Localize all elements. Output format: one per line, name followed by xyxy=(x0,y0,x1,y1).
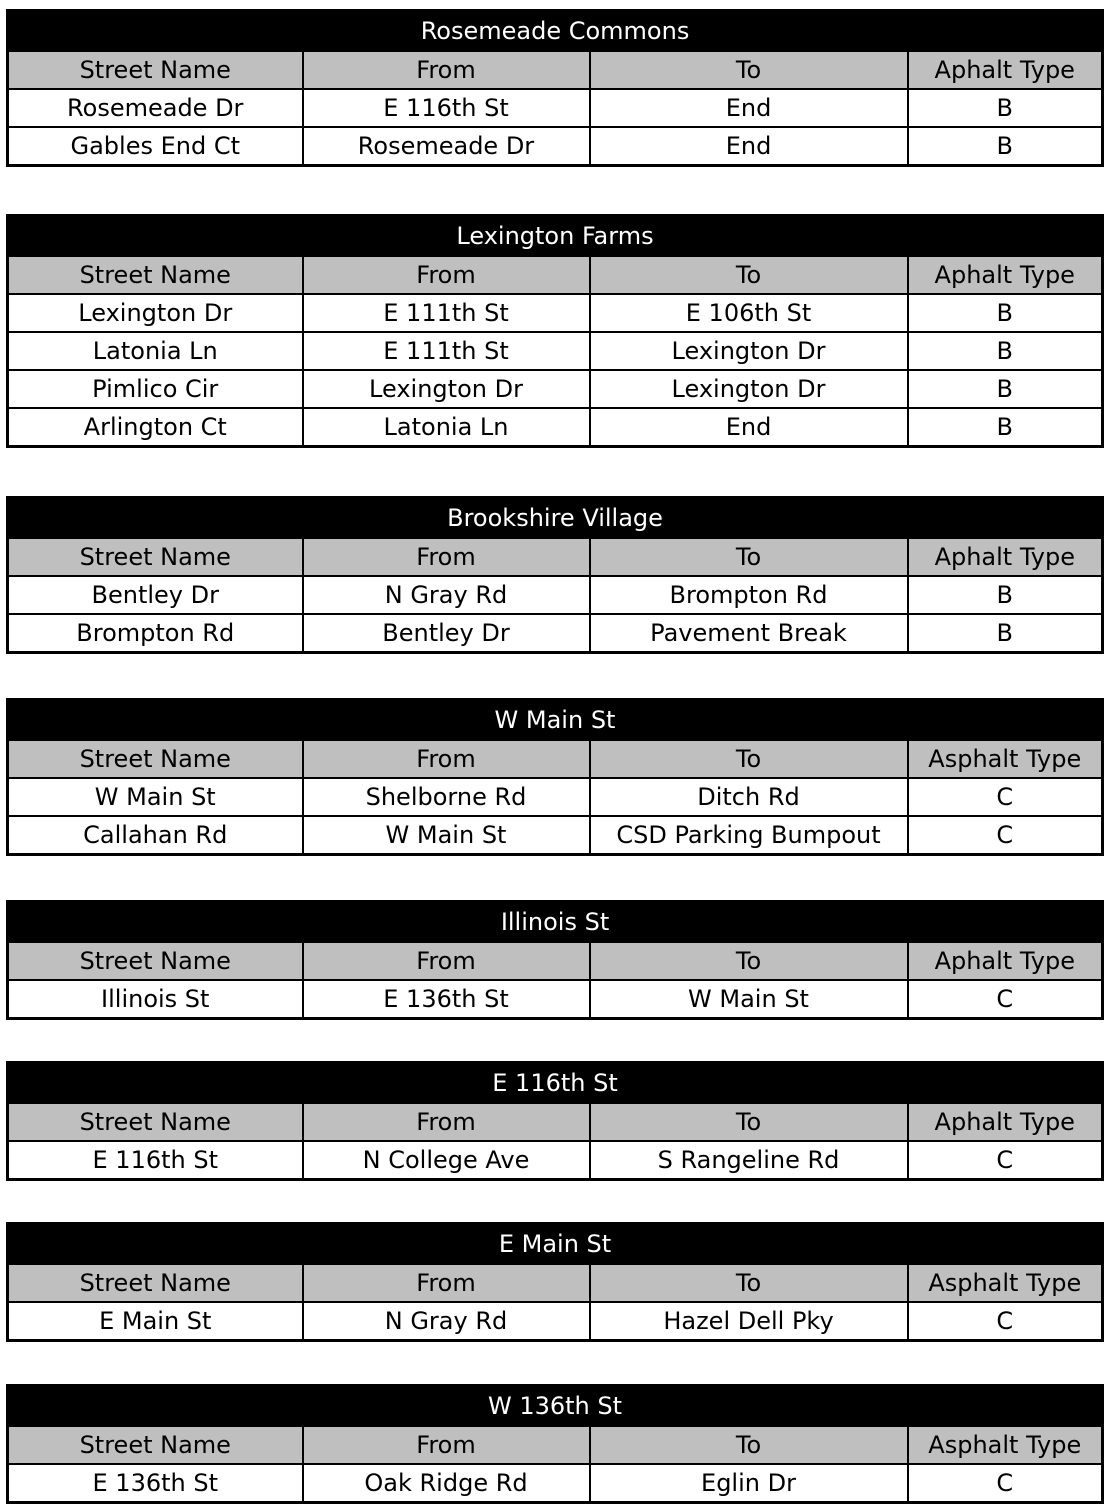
table-row xyxy=(8,614,1103,653)
street-table xyxy=(6,496,1104,654)
table-cell: End xyxy=(590,127,908,166)
table-cell: Brompton Rd xyxy=(590,576,908,614)
table-cell: Bentley Dr xyxy=(8,576,303,614)
column-header: Street Name xyxy=(8,740,303,778)
column-header: From xyxy=(303,256,590,294)
table-cell: Latonia Ln xyxy=(303,408,590,447)
column-header: To xyxy=(590,51,908,89)
column-header: To xyxy=(590,1103,908,1141)
table-cell: Illinois St xyxy=(8,980,303,1019)
column-header: From xyxy=(303,1103,590,1141)
table-cell: N College Ave xyxy=(303,1141,590,1180)
street-table xyxy=(6,1061,1104,1181)
table-cell: E Main St xyxy=(8,1302,303,1341)
column-header: From xyxy=(303,51,590,89)
table-cell: Shelborne Rd xyxy=(303,778,590,816)
table-cell: Rosemeade Dr xyxy=(8,89,303,127)
table-cell: B xyxy=(908,294,1103,332)
table-cell: C xyxy=(908,778,1103,816)
street-table xyxy=(6,214,1104,448)
table-cell: Ditch Rd xyxy=(590,778,908,816)
table-cell: End xyxy=(590,89,908,127)
table-cell: Lexington Dr xyxy=(590,370,908,408)
column-header: To xyxy=(590,942,908,980)
street-table xyxy=(6,900,1104,1020)
column-header: Street Name xyxy=(8,1264,303,1302)
table-row xyxy=(8,294,1103,332)
column-header: From xyxy=(303,538,590,576)
table-cell: Brompton Rd xyxy=(8,614,303,653)
table-cell: End xyxy=(590,408,908,447)
column-header: Asphalt Type xyxy=(908,1426,1103,1464)
table-row xyxy=(8,332,1103,370)
table-cell: B xyxy=(908,127,1103,166)
column-header: To xyxy=(590,1264,908,1302)
table-title: Lexington Farms xyxy=(8,216,1103,257)
table-title: Brookshire Village xyxy=(8,498,1103,539)
column-header: Asphalt Type xyxy=(908,740,1103,778)
table-title: W 136th St xyxy=(8,1386,1103,1427)
table-row xyxy=(8,778,1103,816)
table-cell: E 106th St xyxy=(590,294,908,332)
column-header: From xyxy=(303,740,590,778)
table-title: Illinois St xyxy=(8,902,1103,943)
table-cell: Lexington Dr xyxy=(303,370,590,408)
table-cell: Pavement Break xyxy=(590,614,908,653)
column-header: To xyxy=(590,538,908,576)
table-cell: B xyxy=(908,89,1103,127)
column-header: Street Name xyxy=(8,256,303,294)
table-cell: W Main St xyxy=(590,980,908,1019)
column-header: Aphalt Type xyxy=(908,538,1103,576)
column-header: Aphalt Type xyxy=(908,1103,1103,1141)
column-header: To xyxy=(590,256,908,294)
table-row xyxy=(8,1141,1103,1180)
table-cell: E 116th St xyxy=(8,1141,303,1180)
column-header: From xyxy=(303,1264,590,1302)
column-header: To xyxy=(590,1426,908,1464)
table-cell: S Rangeline Rd xyxy=(590,1141,908,1180)
table-cell: Lexington Dr xyxy=(8,294,303,332)
table-cell: Eglin Dr xyxy=(590,1464,908,1503)
table-row xyxy=(8,408,1103,447)
street-table xyxy=(6,1384,1104,1504)
table-title: E 116th St xyxy=(8,1063,1103,1104)
table-cell: CSD Parking Bumpout xyxy=(590,816,908,855)
column-header: From xyxy=(303,1426,590,1464)
table-row xyxy=(8,576,1103,614)
table-cell: Callahan Rd xyxy=(8,816,303,855)
table-cell: N Gray Rd xyxy=(303,1302,590,1341)
table-row xyxy=(8,1302,1103,1341)
street-table xyxy=(6,1222,1104,1342)
column-header: Street Name xyxy=(8,1426,303,1464)
table-row xyxy=(8,89,1103,127)
table-cell: B xyxy=(908,576,1103,614)
table-cell: N Gray Rd xyxy=(303,576,590,614)
table-cell: W Main St xyxy=(303,816,590,855)
table-cell: B xyxy=(908,332,1103,370)
table-title: Rosemeade Commons xyxy=(8,11,1103,52)
table-row xyxy=(8,816,1103,855)
column-header: Street Name xyxy=(8,1103,303,1141)
table-cell: B xyxy=(908,408,1103,447)
table-row xyxy=(8,980,1103,1019)
column-header: Asphalt Type xyxy=(908,1264,1103,1302)
table-cell: E 111th St xyxy=(303,332,590,370)
table-cell: Arlington Ct xyxy=(8,408,303,447)
table-cell: Pimlico Cir xyxy=(8,370,303,408)
table-cell: Bentley Dr xyxy=(303,614,590,653)
table-cell: E 116th St xyxy=(303,89,590,127)
table-title: E Main St xyxy=(8,1224,1103,1265)
table-cell: C xyxy=(908,1302,1103,1341)
table-cell: E 111th St xyxy=(303,294,590,332)
table-cell: C xyxy=(908,816,1103,855)
column-header: Aphalt Type xyxy=(908,51,1103,89)
table-cell: W Main St xyxy=(8,778,303,816)
column-header: To xyxy=(590,740,908,778)
column-header: Aphalt Type xyxy=(908,256,1103,294)
street-table xyxy=(6,698,1104,856)
table-cell: Hazel Dell Pky xyxy=(590,1302,908,1341)
street-table xyxy=(6,9,1104,167)
column-header: Street Name xyxy=(8,942,303,980)
table-title: W Main St xyxy=(8,700,1103,741)
table-cell: Lexington Dr xyxy=(590,332,908,370)
column-header: Aphalt Type xyxy=(908,942,1103,980)
table-cell: B xyxy=(908,370,1103,408)
table-cell: E 136th St xyxy=(8,1464,303,1503)
table-cell: Rosemeade Dr xyxy=(303,127,590,166)
table-cell: C xyxy=(908,1141,1103,1180)
table-cell: Oak Ridge Rd xyxy=(303,1464,590,1503)
column-header: Street Name xyxy=(8,538,303,576)
column-header: From xyxy=(303,942,590,980)
table-row xyxy=(8,127,1103,166)
table-cell: B xyxy=(908,614,1103,653)
table-row xyxy=(8,1464,1103,1503)
column-header: Street Name xyxy=(8,51,303,89)
table-cell: C xyxy=(908,980,1103,1019)
table-cell: Gables End Ct xyxy=(8,127,303,166)
table-row xyxy=(8,370,1103,408)
table-cell: Latonia Ln xyxy=(8,332,303,370)
table-cell: C xyxy=(908,1464,1103,1503)
table-cell: E 136th St xyxy=(303,980,590,1019)
